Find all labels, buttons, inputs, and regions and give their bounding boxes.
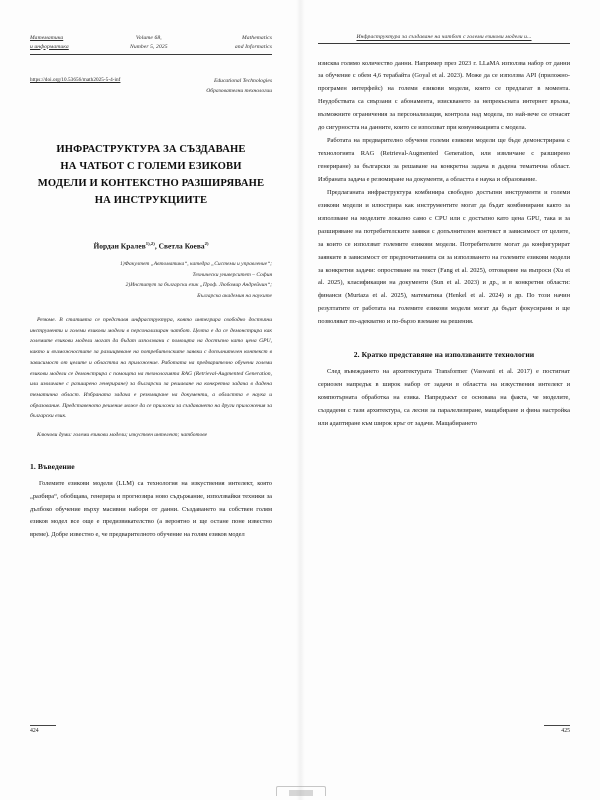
masthead-divider [30,54,272,55]
scan-edge-artifact [276,786,326,796]
journal-name-bg-line1: Математика [30,35,64,41]
page-number-right [544,725,570,734]
page-number-left [30,725,56,734]
page-number-right-value: 425 [561,728,570,734]
running-head-divider [318,43,570,44]
keywords-label: Ключови думи: [37,432,72,439]
technologies-paragraph-1: След въвеждането на архитектурата Transformer (Vaswani et al. 2017) е постигнат сериозен напредък в широк набор от задачи в областта на изкуствения интелект и компютърната обработка на езика. Напредъкът се основава на факта, че моделите, създадени с тази архитектура, са лесни за паралелизиране, мащабиране и фина настройка или адаптиране към широк кръг от задачи. Мащабирането [318,368,570,427]
rubric-en: Educational Technologies [213,78,272,85]
article-title-line-3: МОДЕЛИ И КОНТЕКСТНО РАЗШИРЯВАНЕ [37,178,265,190]
article-title-line-2: НА ЧАТБОТ С ГОЛЕМИ ЕЗИКОВИ [60,161,242,173]
running-head: Инфраструктура за създаване на чатбот с големи езикови модели и... [356,34,532,40]
page-right [300,0,600,800]
article-title-line-1: ИНФРАСТРУКТУРА ЗА СЪЗДАВАНЕ [56,143,246,155]
affiliation-block [30,259,272,302]
right-paragraph-3: Предлаганата инфраструктура комбинира свободно достъпни инструменти и големи езикови модели и илюстрира как инструментите могат да бъдат комбинирани както за използване на моделите локално само с CPU или с достъпно като цена GPU, така и за разширяване на потребителските заявки с допълнителен контекст в зависимост от целите, за които се използват големите езикови модели. Потребителите могат да конфигурират заявките в зависимост от предпочитанията си за използването на големите езикови модели за конкретни задачи: опростяване на текст (Fang et al. 2025), отговаряне на въпроси (Xu et al. 2025), класификация на документи (Sun et al. 2023) и др., и в конкретни области: финанси (Murtaza et al. 2025), математика (Henkel et al. 2024) и др. По този начин резултатите от работата на големите езикови модели могат да бъдат фокусирани и ще позволяват по-адекватно и по-бързо вземане на решения. [318,188,570,326]
introduction-body [30,478,272,543]
rubric-bg: Образователни технологии [206,88,272,95]
author-name-2: Светла Коева [158,240,205,250]
folio-rule-right [544,725,570,726]
right-paragraph-2: Работата на предварително обучени големи езикови модели ще бъде демонстрирана с технологията RAG (Retrieval-Augmented Generation, или извличане с разширено генериране) за български за решаване на конкретна задача в дадена тематична област. Избраната задача е резюмиране на документи, а областта е наука и образование. [318,137,570,183]
journal-masthead [30,34,272,53]
introduction-paragraph-1: Големите езикови модели (LLM) са технология на изкуствения интелект, която „разбира“, обобщава, генерира и прогнозира ново съдържание, използвайки техники за дълбоко обучение върху масивни набори от данни. Създаването на собствен голям езиков модел все още е предизвикателство (а вероятно и ще остане поне известно време). Добре известно е, че предварителното обучение на голям езиков модел [30,479,272,539]
doi-link[interactable]: https://doi.org/10.53656/math2025-5-4-inf [30,77,121,84]
author-separator: , [154,240,159,250]
journal-name-en-line1: Mathematics [242,35,272,41]
right-paragraph-continuation: изисква голямо количество данни. Например през 2023 г. LLaMA използва набор от данни за обучение с обем 4,6 терабайта (Goyal et al. 2023). Може да се използва API (приложно-програмен интерфейс) на големи езикови модели, които се предлагат в момента. Неудобствата са свързани с абонамента, изискването за непрекъсната интернет връзка, възможните ограничения за персонализация, контрола над модела, по най-вече се отнасят до сигурността на данните, които се използват при комуникацията с модела. [318,59,570,132]
abstract-label: Резюме. [37,316,56,323]
doi-and-rubric-row [30,77,272,97]
keywords-text: големи езикови модели; изкуствен интелект; чатботове [73,432,208,439]
author-list [30,241,272,250]
article-title-line-4: НА ИНСТРУКЦИИТЕ [94,195,208,207]
journal-number-year: Number 5, 2025 [130,43,168,50]
author-affiliation-marker-1: 1),2) [145,240,155,246]
abstract-paragraph [30,315,272,422]
author-affiliation-marker-2: 2) [204,240,209,246]
section-heading-introduction: 1. Въведение [30,461,75,471]
right-column-body [318,58,570,330]
page-number-left-value: 424 [30,728,39,734]
abstract-block [30,315,272,422]
affiliation-line-1: 1)Факултет „Автоматика“, катедра „Системи и управление“; [120,260,272,267]
journal-volume-info [130,34,174,51]
abstract-text: В статията се представя инфраструктура, която интегрира свободно достъпни инструменти и големи езикови модели в персонализиран чатбот. Целта е да се демонстрира как големите езикови модели могат да бъдат използвани с помощта на достъпно като цена GPU, както и възможностите за разширяване на потребителските заявки с допълнителен контекст в зависимост от целите и областта на приложение. Работата на предварително обучени големи езикови модели се демонстрира с помощта на технологията RAG (Retrieval-Augmented Generation, или извличане с разширено генериране) за български за решаване на конкретна задача в дадена тематична област. Избраната задача е резюмиране на документи, а областта е наука и образование. Представеното решение може да се приложи за създаването на други приложения за български език. [30,316,273,420]
journal-name-en [235,34,272,51]
keywords-block [30,430,272,440]
technologies-body [318,366,570,431]
section-rubric [206,77,272,97]
journal-name-bg-line2: и информатика [30,43,69,50]
affiliation-line-4: Българска академия на науките [197,293,272,300]
folio-rule-left [30,725,56,726]
section-heading-technologies: 2. Кратко представяне на използваните технологии [353,350,535,360]
journal-name-bg [30,34,69,51]
journal-volume: Volume 68, [135,35,162,41]
journal-name-en-line2: and Informatics [234,43,272,50]
affiliation-line-3: 2)Институт за български език „Проф. Любомир Андрейчин“; [125,282,272,289]
article-title [30,141,272,210]
author-name-1: Йордан Кралев [93,240,146,250]
affiliation-line-2: Технически университет – София [192,271,272,278]
